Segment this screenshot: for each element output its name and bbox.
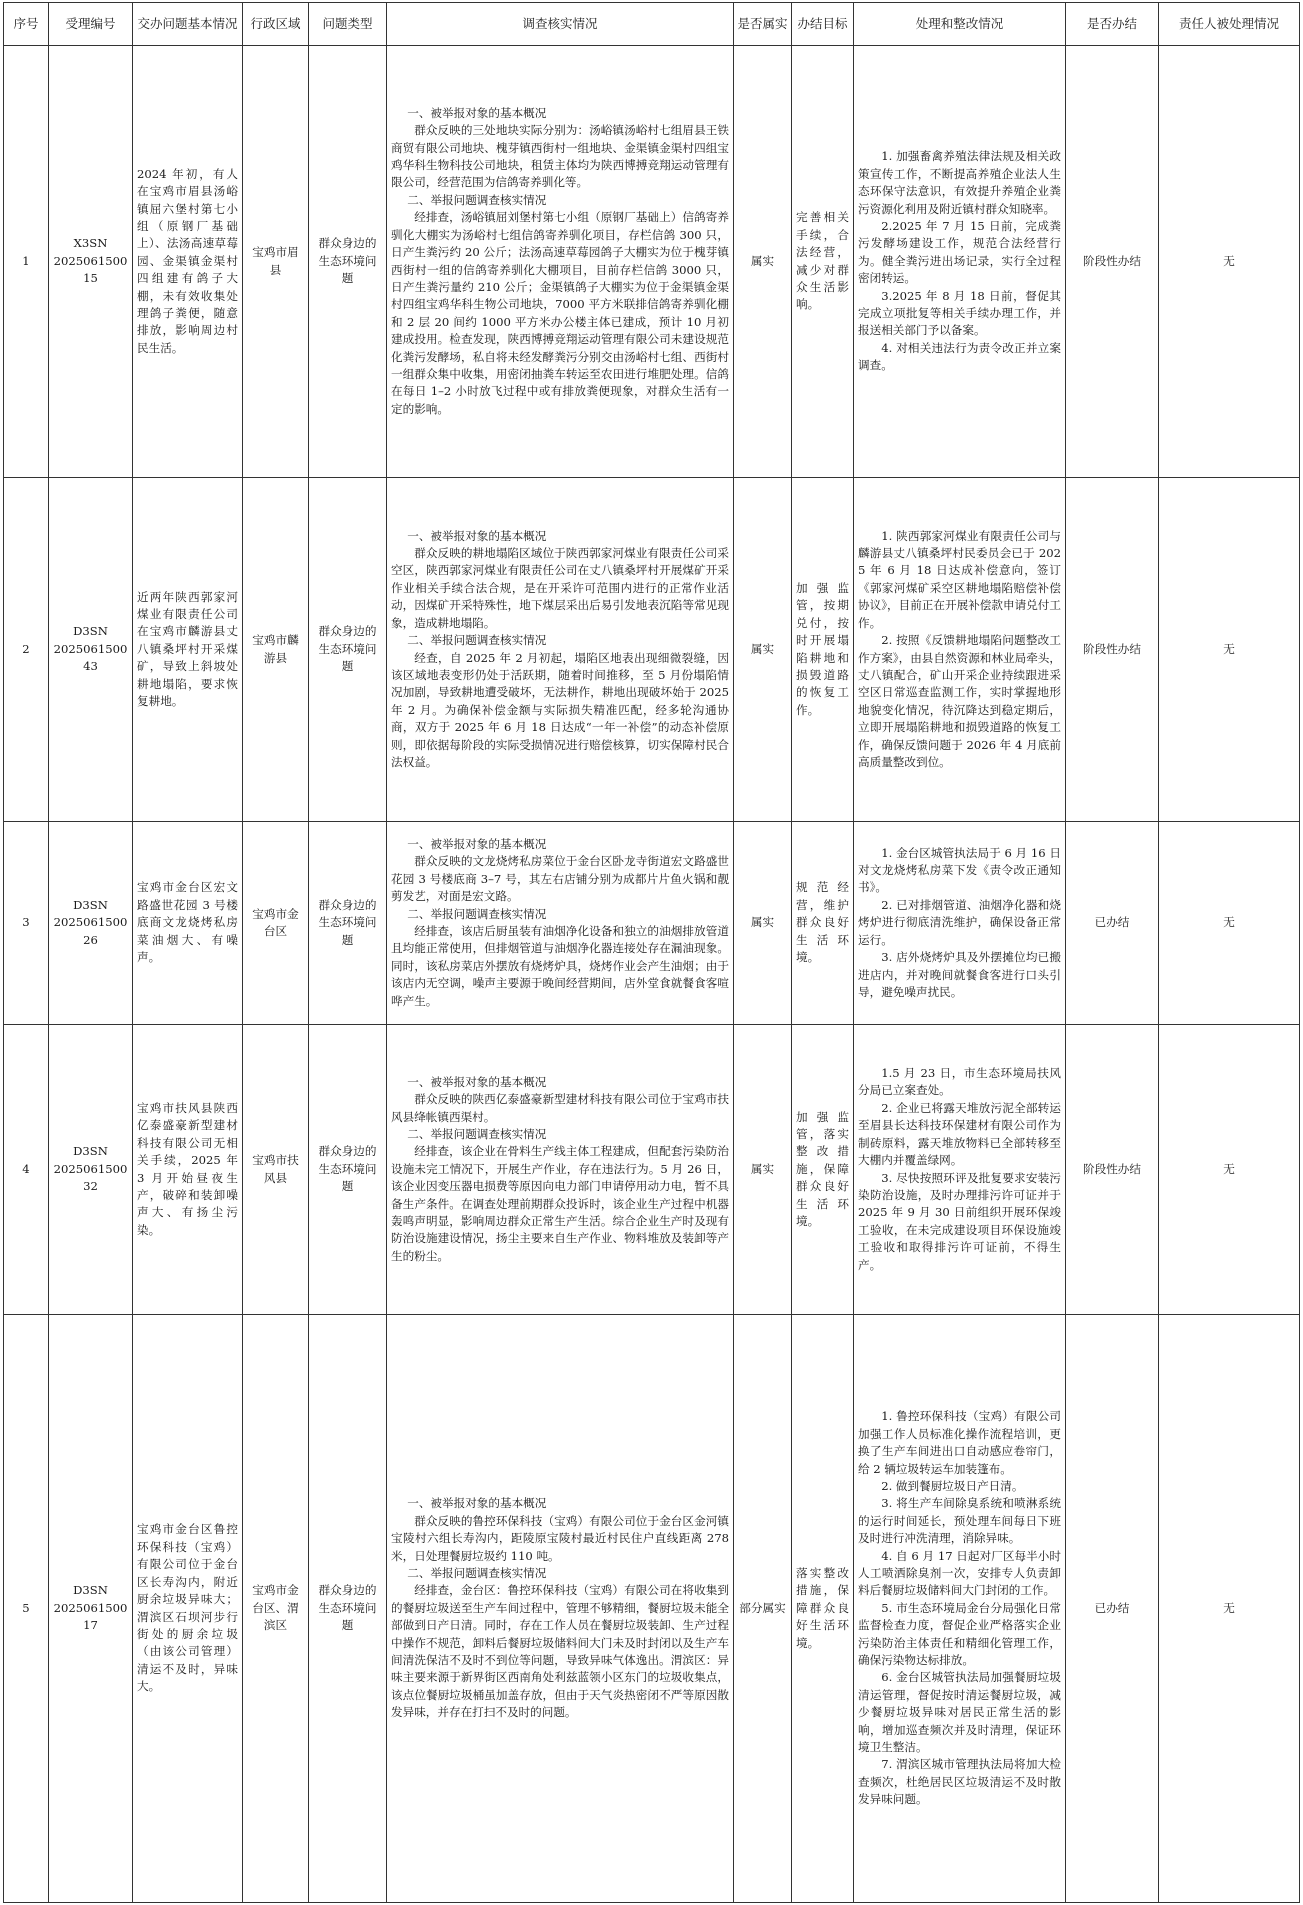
row-status: 已办结 xyxy=(1066,822,1159,1025)
rectification-item: 2. 做到餐厨垃圾日产日清。 xyxy=(881,1478,1024,1493)
header-investigation: 调查核实情况 xyxy=(387,3,734,46)
row-no: 4 xyxy=(4,1025,49,1315)
table-row xyxy=(4,478,1300,822)
row-id-number: 202506150043 xyxy=(53,641,128,674)
row-id-number: 202506150026 xyxy=(53,915,128,947)
row-status: 阶段性办结 xyxy=(1066,46,1159,478)
investigation-heading: 二、举报问题调查核实情况 xyxy=(407,1565,547,1580)
rectification-item: 3. 尽快按照环评及批复要求安装污染防治设施，及时办理排污许可证并于 2025 年 9 月 30 日前组织开展环保竣工验收，在未完成建设项目环保设施竣工验收和取得排污许可证前，不得生产。 xyxy=(858,1170,1061,1272)
header-no: 序号 xyxy=(4,3,49,46)
complaint-report-table xyxy=(3,2,1300,1903)
row-type: 群众身边的生态环境问题 xyxy=(309,822,387,1025)
row-id-prefix: D3SN xyxy=(73,624,108,639)
row-id xyxy=(49,822,133,1025)
investigation-heading: 二、举报问题调查核实情况 xyxy=(407,906,547,921)
row-id xyxy=(49,1025,133,1315)
row-status: 已办结 xyxy=(1066,1315,1159,1903)
row-no: 2 xyxy=(4,478,49,822)
header-type: 问题类型 xyxy=(309,3,387,46)
rectification-item: 6. 金台区城管执法局加强餐厨垃圾清运管理，督促按时清运餐厨垃圾，减少餐厨垃圾异味对居民正常生活的影响，增加巡查频次并及时清理，保证环境卫生整洁。 xyxy=(858,1670,1061,1755)
row-type: 群众身边的生态环境问题 xyxy=(309,478,387,822)
rectification-item: 1. 陕西郭家河煤业有限责任公司与麟游县丈八镇桑坪村民委员会已于 2025 年 6 月 18 日达成补偿意向，签订《郭家河煤矿采空区耕地塌陷赔偿补偿协议》，目前正在开展补偿款申请兑付工作。 xyxy=(858,528,1061,630)
investigation-paragraph: 群众反映的三处地块实际分别为：汤峪镇汤峪村七组眉县王铁商贸有限公司地块、槐芽镇西街村一组地块、金渠镇金渠村四组宝鸡华科生物科技公司地块，租赁主体均为陕西博搏竞翔运动管理有限公司，经营范围为信鸽寄养驯化等。 xyxy=(391,123,729,190)
row-id-number: 202506150017 xyxy=(53,1600,128,1633)
header-goal: 办结目标 xyxy=(792,3,854,46)
row-goal: 加强监管，落实整改措施，保障群众良好生活环境。 xyxy=(792,1025,854,1315)
rectification-item: 2. 企业已将露天堆放污泥全部转运至眉县长达科技环保建材有限公司作为制砖原料，露天堆放物料已全部转移至大棚内并覆盖绿网。 xyxy=(858,1100,1061,1168)
row-investigation xyxy=(387,46,734,478)
rectification-item: 5. 市生态环境局金台分局强化日常监督检查力度，督促企业严格落实企业污染防治主体责任和精细化管理工作，确保污染物达标排放。 xyxy=(858,1600,1061,1668)
row-verified: 属实 xyxy=(734,1025,792,1315)
investigation-heading: 一、被举报对象的基本概况 xyxy=(407,1074,547,1089)
investigation-heading: 二、举报问题调查核实情况 xyxy=(407,1126,547,1141)
row-verified: 部分属实 xyxy=(734,1315,792,1903)
row-goal: 加强监管，按期兑付，按时开展塌陷耕地和损毁道路的恢复工作。 xyxy=(792,478,854,822)
rectification-item: 4. 对相关违法行为责令改正并立案调查。 xyxy=(858,340,1061,373)
investigation-paragraph: 经排查，金台区：鲁控环保科技（宝鸡）有限公司在将收集到的餐厨垃圾送至生产车间过程中，管理不够精细，餐厨垃圾未能全部做到日产日清。同时，存在工作人员在餐厨垃圾装卸、生产过程中操作不规范，卸料后餐厨垃圾储料间大门未及时封闭以及生产车间清洗保洁不及时不到位等问题，导致异味气体逸出。渭滨区：异味主要来源于新界街区西南角处利兹蓝领小区东门的垃圾收集点，该点位餐厨垃圾桶虽加盖存放，但由于天气炎热密闭不严等原因散发异味，并存在打扫不及时的问题。 xyxy=(391,1583,729,1720)
row-no: 3 xyxy=(4,822,49,1025)
investigation-heading: 一、被举报对象的基本概况 xyxy=(407,1496,547,1511)
header-region: 行政区域 xyxy=(243,3,309,46)
row-goal: 落实整改措施，保障群众良好生活环境。 xyxy=(792,1315,854,1903)
row-id-prefix: D3SN xyxy=(73,1144,108,1159)
rectification-item: 7. 渭滨区城市管理执法局将加大检查频次，杜绝居民区垃圾清运不及时散发异味问题。 xyxy=(858,1757,1061,1807)
table-row xyxy=(4,46,1300,478)
row-status: 阶段性办结 xyxy=(1066,1025,1159,1315)
rectification-item: 1. 加强畜禽养殖法律法规及相关政策宣传工作，不断提高养殖企业法人生态环保守法意识，有效提升养殖企业粪污资源化利用及附近镇村群众知晓率。 xyxy=(858,149,1061,216)
row-accountability: 无 xyxy=(1159,478,1300,822)
row-rectification xyxy=(854,822,1066,1025)
investigation-paragraph: 经排查，汤峪镇屈刘堡村第七小组（原钢厂基础上）信鸽寄养驯化大棚实为汤峪村七组信鸽寄养驯化项目，存栏信鸽 300 只，日产生粪污约 20 公斤；法汤高速草莓园鸽子大棚实为位于槐芽镇西街村一组的信鸽寄养驯化大棚项目，目前存栏信鸽 3000 只，日产生粪污量约 210 公斤；金渠镇鸽子大棚实为位于金渠镇金渠村四组宝鸡华科生物公司地块，7000 平方米联排信鸽寄养驯化棚和 2 层 20 间约 1000 平方米办公楼主体已建成，预计 10 月初建成投用。检查发现，陕西博搏竞翔运动管理有限公司未建设规范化粪污发酵场，私自将未经发酵粪污分别交由汤峪村七组、西街村一组群众集中收集，用密闭抽粪车转运至农田进行堆肥处理。信鸽在每日 1–2 小时放飞过程中或有排放粪便现象，对群众生活有一定的影响。 xyxy=(391,210,729,416)
investigation-heading: 二、举报问题调查核实情况 xyxy=(407,192,547,207)
header-status: 是否办结 xyxy=(1066,3,1159,46)
row-status: 阶段性办结 xyxy=(1066,478,1159,822)
header-accountability: 责任人被处理情况 xyxy=(1159,3,1300,46)
row-verified: 属实 xyxy=(734,822,792,1025)
row-rectification xyxy=(854,1025,1066,1315)
row-goal: 完善相关手续，合法经营，减少对群众生活影响。 xyxy=(792,46,854,478)
row-id-prefix: D3SN xyxy=(73,1583,108,1598)
rectification-item: 3.2025 年 8 月 18 日前，督促其完成立项批复等相关手续办理工作，并报送相关部门予以备案。 xyxy=(858,288,1061,338)
rectification-item: 1. 鲁控环保科技（宝鸡）有限公司加强工作人员标准化操作流程培训，更换了生产车间进出口自动感应卷帘门，给 2 辆垃圾转运车加装篷布。 xyxy=(858,1409,1061,1476)
header-row xyxy=(4,3,1300,46)
row-type: 群众身边的生态环境问题 xyxy=(309,1315,387,1903)
header-verified: 是否属实 xyxy=(734,3,792,46)
row-rectification xyxy=(854,478,1066,822)
investigation-paragraph: 群众反映的耕地塌陷区域位于陕西郭家河煤业有限责任公司采空区，陕西郭家河煤业有限责任公司在丈八镇桑坪村开展煤矿开采作业相关手续合法合规，是在开采许可范围内进行的正常作业活动，因煤矿开采特殊性，地下煤层采出后易引发地表沉陷等常见现象，造成耕地塌陷。 xyxy=(391,546,729,630)
row-summary: 宝鸡市扶风县陕西亿泰盛豪新型建材科技有限公司无相关手续，2025 年 3 月开始昼夜生产，破碎和装卸噪声大、有扬尘污染。 xyxy=(133,1025,243,1315)
row-goal: 规范经营，维护群众良好生活环境。 xyxy=(792,822,854,1025)
rectification-item: 2. 按照《反馈耕地塌陷问题整改工作方案》，由县自然资源和林业局牵头，丈八镇配合，矿山开采企业持续跟进采空区日常巡查监测工作，实时掌握地形地貌变化情况，待沉降达到稳定期后，立即开展塌陷耕地和损毁道路的恢复工作，确保反馈问题于 2026 年 4 月底前高质量整改到位。 xyxy=(858,633,1061,769)
rectification-item: 3. 店外烧烤炉具及外摆摊位均已搬进店内，并对晚间就餐食客进行口头引导，避免噪声扰民。 xyxy=(858,950,1061,999)
row-id-prefix: D3SN xyxy=(73,897,108,912)
header-id: 受理编号 xyxy=(49,3,133,46)
row-type: 群众身边的生态环境问题 xyxy=(309,46,387,478)
rectification-item: 4. 自 6 月 17 日起对厂区每半小时人工喷洒除臭剂一次，安排专人负责卸料后餐厨垃圾储料间大门封闭的工作。 xyxy=(858,1548,1061,1598)
rectification-item: 2.2025 年 7 月 15 日前，完成粪污发酵场建设工作，规范合法经营行为。健全粪污进出场记录，实行全过程密闭转运。 xyxy=(858,218,1061,286)
row-id xyxy=(49,478,133,822)
row-id-number: 202506150015 xyxy=(53,253,128,286)
table-row xyxy=(4,1025,1300,1315)
row-id xyxy=(49,46,133,478)
row-accountability: 无 xyxy=(1159,822,1300,1025)
investigation-paragraph: 群众反映的陕西亿泰盛豪新型建材科技有限公司位于宝鸡市扶风县绛帐镇西渠村。 xyxy=(391,1092,729,1124)
row-summary: 2024 年初，有人在宝鸡市眉县汤峪镇屈六堡村第七小组（原钢厂基础上）、法汤高速草莓园、金渠镇金渠村四组建有鸽子大棚，未有效收集处理鸽子粪便，随意排放，影响周边村民生活。 xyxy=(133,46,243,478)
row-investigation xyxy=(387,822,734,1025)
row-investigation xyxy=(387,1025,734,1315)
row-id xyxy=(49,1315,133,1903)
rectification-item: 1.5 月 23 日，市生态环境局扶风分局已立案查处。 xyxy=(858,1066,1061,1098)
row-region: 宝鸡市金台区、渭滨区 xyxy=(243,1315,309,1903)
rectification-item: 1. 金台区城管执法局于 6 月 16 日对文龙烧烤私房菜下发《责令改正通知书》。 xyxy=(858,845,1061,895)
row-investigation xyxy=(387,1315,734,1903)
header-summary: 交办问题基本情况 xyxy=(133,3,243,46)
investigation-heading: 一、被举报对象的基本概况 xyxy=(407,836,547,851)
row-region: 宝鸡市麟游县 xyxy=(243,478,309,822)
row-rectification xyxy=(854,1315,1066,1903)
investigation-paragraph: 群众反映的文龙烧烤私房菜位于金台区卧龙寺街道宏文路盛世花园 3 号楼底商 3–7 号，其左右店铺分别为成都片片鱼火锅和靓剪发艺，对面是宏文路。 xyxy=(391,854,729,904)
row-region: 宝鸡市金台区 xyxy=(243,822,309,1025)
row-verified: 属实 xyxy=(734,46,792,478)
investigation-heading: 二、举报问题调查核实情况 xyxy=(407,633,547,648)
row-region: 宝鸡市眉县 xyxy=(243,46,309,478)
row-id-prefix: X3SN xyxy=(73,236,108,251)
row-summary: 近两年陕西郭家河煤业有限责任公司在宝鸡市麟游县丈八镇桑坪村开采煤矿，导致上斜坡处耕地塌陷，要求恢复耕地。 xyxy=(133,478,243,822)
row-id-number: 202506150032 xyxy=(53,1161,128,1194)
investigation-paragraph: 经查，自 2025 年 2 月初起，塌陷区地表出现细微裂缝，因该区域地表变形仍处于活跃期，随着时间推移，至 5 月份塌陷情况加剧，导致耕地遭受破坏，无法耕作，耕地出现破坏始于 2025 年 2 月。为确保补偿金额与实际损失精准匹配，经多轮沟通协商，双方于 2025 年 6 月 18 日达成“一年一补偿”的动态补偿原则，即依据每阶段的实际受损情况进行赔偿核算，切实保障村民合法权益。 xyxy=(391,650,729,769)
header-rectification: 处理和整改情况 xyxy=(854,3,1066,46)
investigation-paragraph: 群众反映的鲁控环保科技（宝鸡）有限公司位于金台区金河镇宝陵村六组长寿沟内，距陵原宝陵村最近村民住户直线距离 278 米，日处理餐厨垃圾约 110 吨。 xyxy=(391,1513,729,1563)
rectification-item: 2. 已对排烟管道、油烟净化器和烧烤炉进行彻底清洗维护，确保设备正常运行。 xyxy=(858,897,1061,947)
table-row xyxy=(4,1315,1300,1903)
row-summary: 宝鸡市金台区宏文路盛世花园 3 号楼底商文龙烧烤私房菜油烟大、有噪声。 xyxy=(133,822,243,1025)
investigation-paragraph: 经排查，该企业在骨料生产线主体工程建成，但配套污染防治设施未完工情况下，开展生产作业，存在违法行为。5 月 26 日，该企业因变压器电损费等原因向电力部门申请停用动力电，暂不具备生产条件。在调查处理前期群众投诉时，该企业生产过程中机器轰鸣声明显，影响周边群众正常生产生活。综合企业生产时及现有防治设施建设情况，扬尘主要来自生产作业、物料堆放及装卸等产生的粉尘。 xyxy=(391,1144,729,1263)
row-investigation xyxy=(387,478,734,822)
rectification-item: 3. 将生产车间除臭系统和喷淋系统的运行时间延长，预处理车间每日下班及时进行冲洗清理，消除异味。 xyxy=(858,1496,1061,1546)
row-no: 1 xyxy=(4,46,49,478)
row-rectification xyxy=(854,46,1066,478)
row-accountability: 无 xyxy=(1159,1315,1300,1903)
row-type: 群众身边的生态环境问题 xyxy=(309,1025,387,1315)
table-row xyxy=(4,822,1300,1025)
row-summary: 宝鸡市金台区鲁控环保科技（宝鸡）有限公司位于金台区长寿沟内，附近厨余垃圾异味大；渭滨区石坝河步行街处的厨余垃圾（由该公司管理）清运不及时，异味大。 xyxy=(133,1315,243,1903)
row-accountability: 无 xyxy=(1159,46,1300,478)
investigation-paragraph: 经排查，该店后厨虽装有油烟净化设备和独立的油烟排放管道且均能正常使用，但排烟管道与油烟净化器连接处存在漏油现象。同时，该私房菜店外摆放有烧烤炉具，烧烤作业会产生油烟；由于该店内无空调，噪声主要源于晚间经营期间，店外堂食就餐食客喧哗产生。 xyxy=(391,924,729,1008)
row-region: 宝鸡市扶风县 xyxy=(243,1025,309,1315)
row-no: 5 xyxy=(4,1315,49,1903)
investigation-heading: 一、被举报对象的基本概况 xyxy=(407,105,547,120)
investigation-heading: 一、被举报对象的基本概况 xyxy=(407,528,547,543)
row-verified: 属实 xyxy=(734,478,792,822)
row-accountability: 无 xyxy=(1159,1025,1300,1315)
